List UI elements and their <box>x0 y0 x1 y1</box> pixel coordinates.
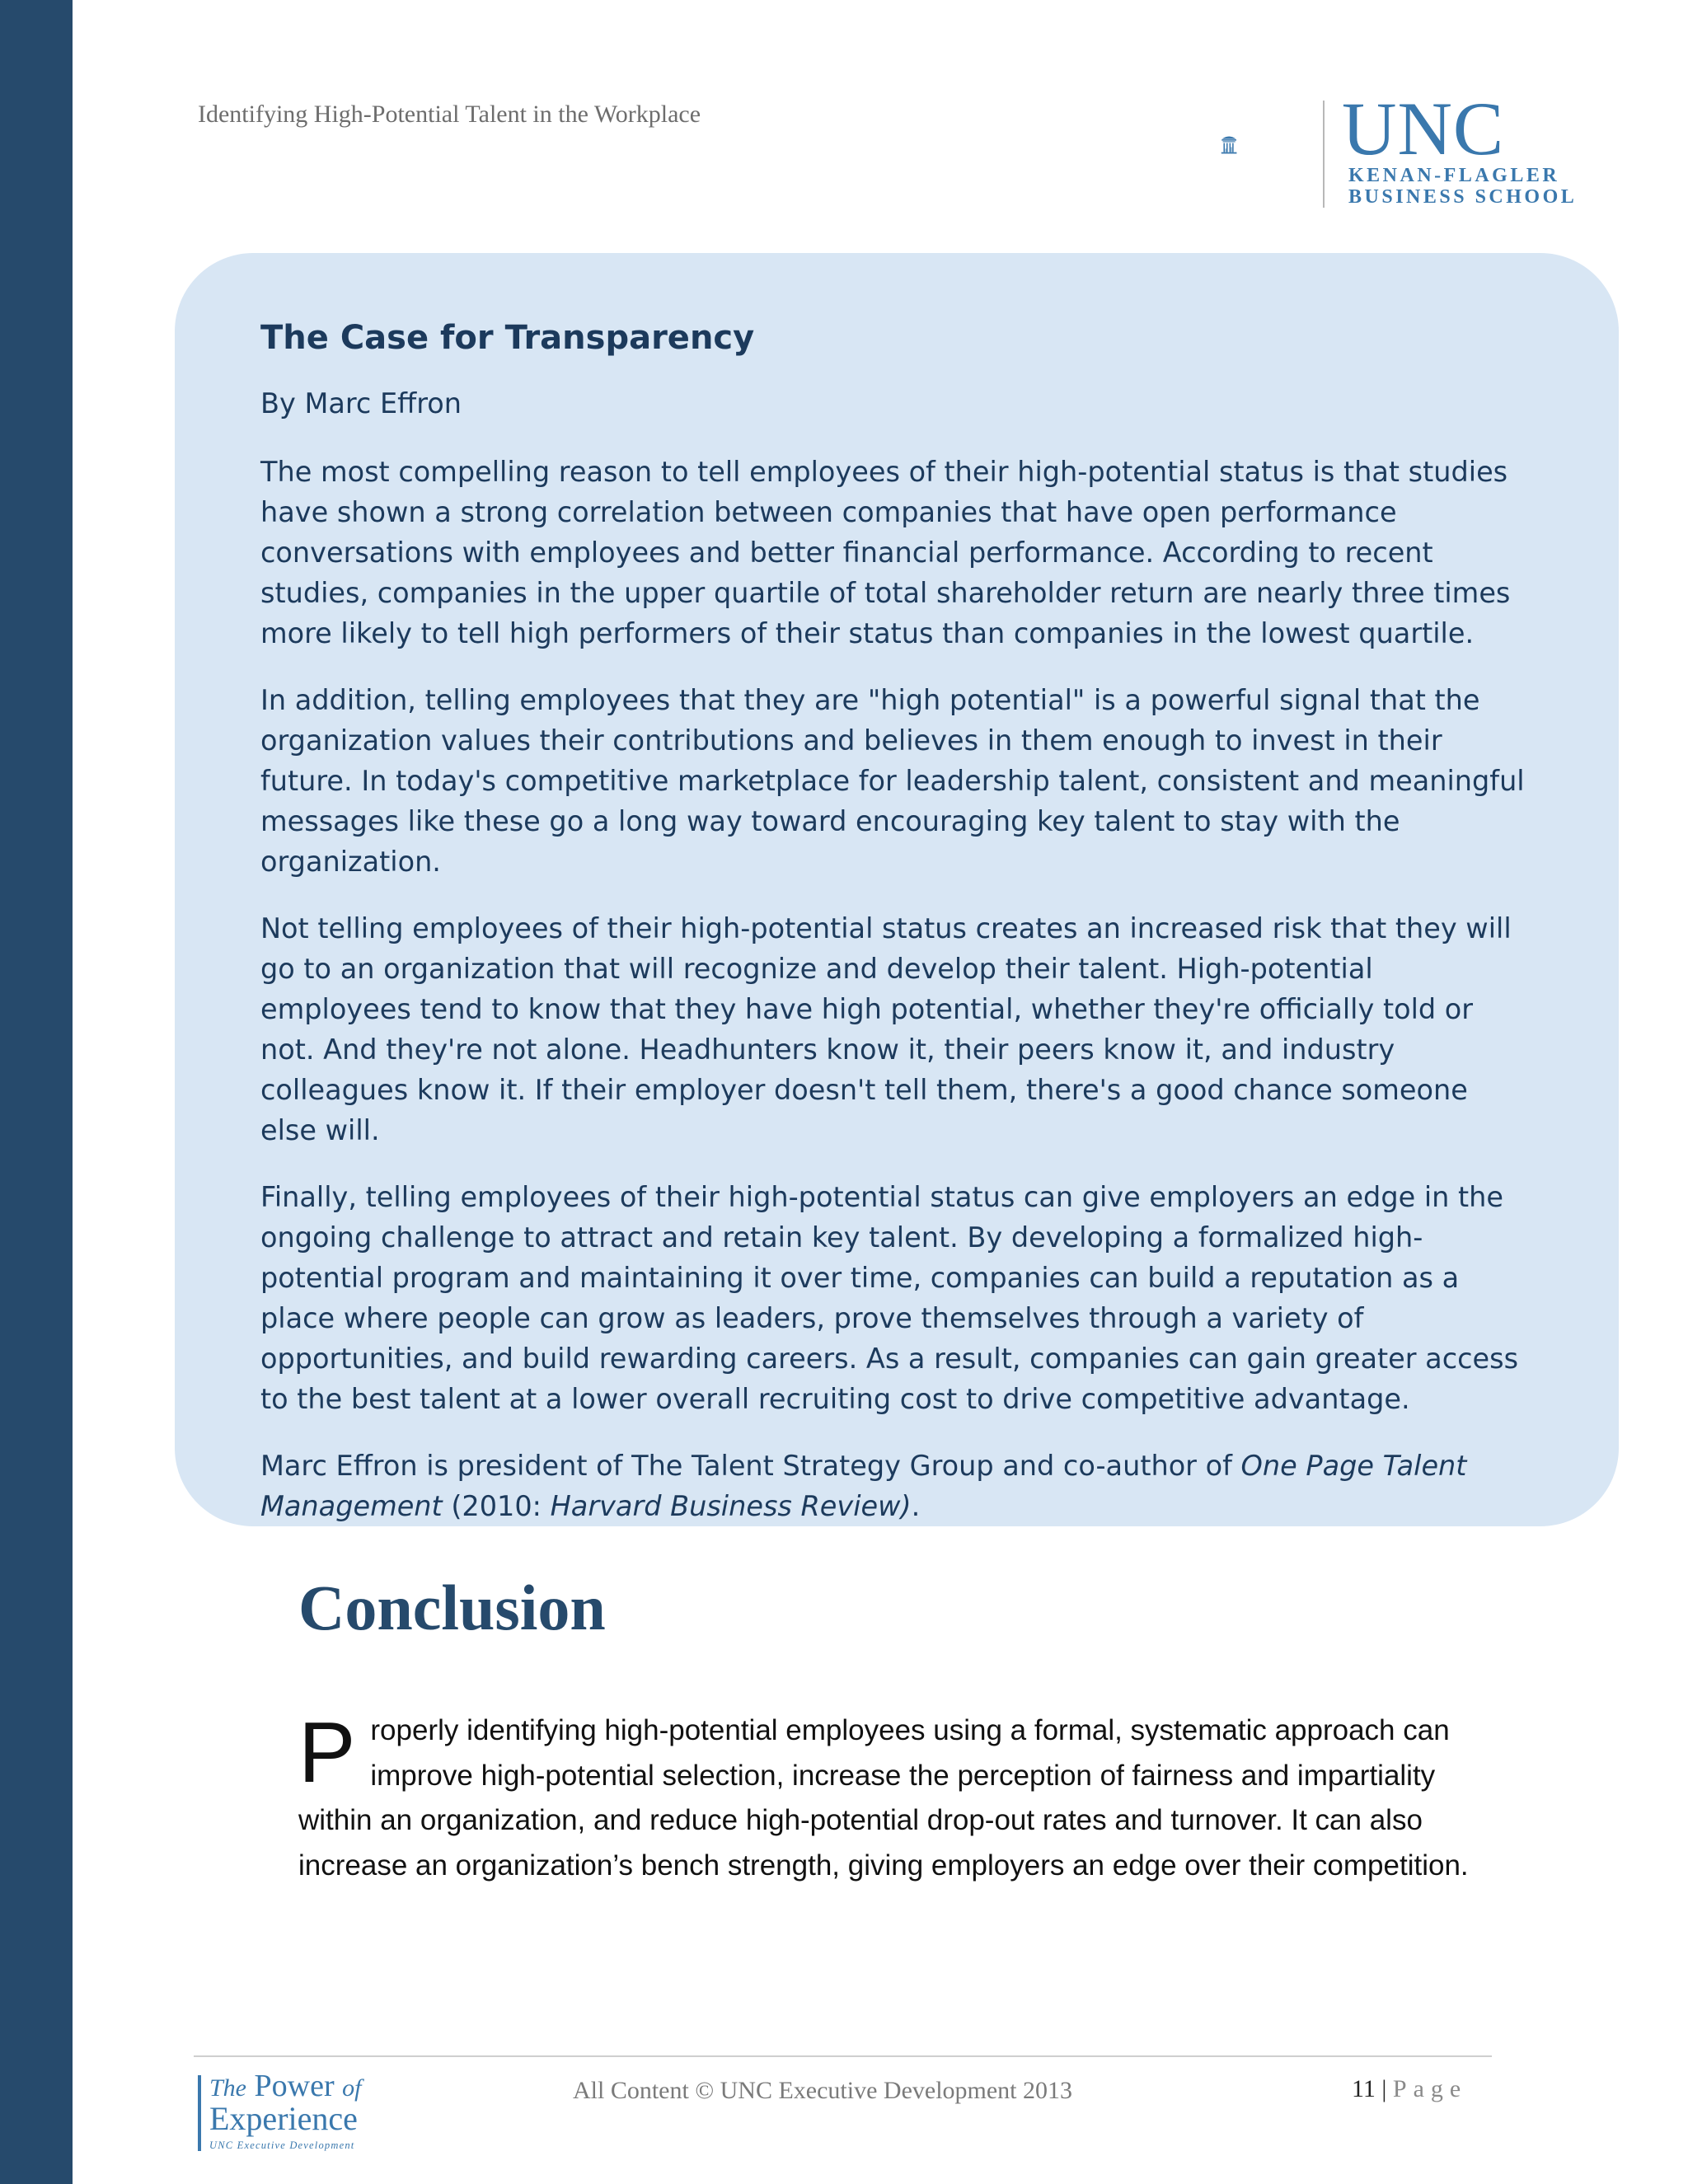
page-word: Page <box>1392 2075 1468 2102</box>
logo-subtitle-line1: KENAN-FLAGLER <box>1348 165 1560 186</box>
footer-page-number <box>1352 2075 1467 2103</box>
author-bio <box>260 1446 1530 1526</box>
logo-subtitle-line2: BUSINESS SCHOOL <box>1348 186 1578 208</box>
conclusion-heading: Conclusion <box>298 1572 606 1643</box>
footer-logo-of: of <box>342 2074 362 2102</box>
footer-logo-experience: Experience <box>209 2100 358 2137</box>
bio-book-title: One Page Talent Management <box>260 1450 1467 1522</box>
page-number: 11 <box>1352 2075 1376 2102</box>
bio-text: . <box>911 1490 921 1522</box>
logo-wordmark: UNC <box>1342 87 1505 171</box>
sidebar-paragraph: In addition, telling employees that they are "high potential" is a powerful signal that the organization values their contributions and believes in them enough to invest in their future. In today's competitive marketplace for leadership talent, consistent and meaningful messages like these go a long way toward encouraging key talent to stay with the organization. <box>260 684 1525 878</box>
bio-publisher: Harvard Business Review) <box>550 1490 912 1522</box>
drop-cap: P <box>298 1705 356 1801</box>
sidebar-content <box>260 317 1530 1553</box>
footer-rule <box>194 2055 1492 2057</box>
footer-logo-power-of <box>209 2070 361 2102</box>
footer-logo-bar <box>198 2075 201 2151</box>
left-accent-bar <box>0 0 73 2184</box>
sidebar-paragraph: Not telling employees of their high-potential status creates an increased risk that they will go to an organization that will recognize and develop their talent. High-potential employees tend to know that they have high potential, whether they're officially told or not. And they're not alone. Headhunters know it, their peers know it, and industry colleagues know it. If their employer doesn't tell them, there's a good chance someone else will. <box>260 912 1512 1146</box>
sidebar-byline: By Marc Effron <box>260 387 462 419</box>
old-well-icon <box>1220 97 1302 196</box>
sidebar-paragraph: Finally, telling employees of their high-potential status can give employers an edge in the ongoing challenge to attract and retain key talent. By developing a formalized high-potential program and maintaining it over time, companies can build a reputation as a place where people can grow as leaders, prove themselves through a variety of opportunities, and build rewarding careers. As a result, companies can gain greater access to the best talent at a lower overall recruiting cost to drive competitive advantage. <box>260 1181 1519 1415</box>
footer-logo-power: Power <box>254 2069 335 2103</box>
page-separator: | <box>1381 2075 1387 2102</box>
logo-subtitle <box>1348 165 1577 208</box>
conclusion-body <box>298 1705 1493 1888</box>
logo-divider <box>1323 101 1325 208</box>
footer-copyright: All Content © UNC Executive Development 2013 <box>573 2077 1073 2104</box>
running-header-title: Identifying High-Potential Talent in the Workplace <box>198 101 701 128</box>
footer-logo-the: The <box>209 2074 246 2102</box>
sidebar-title: The Case for Transparency <box>260 319 755 357</box>
conclusion-text: roperly identifying high-potential employees using a formal, systematic approach can improve high-potential selection, increase the perception of fairness and impartiality within an organization, and reduce high-potential drop-out rates and turnover. It can also increase an organization’s bench strength, giving employers an edge over their competition. <box>298 1714 1469 1882</box>
sidebar-paragraph: The most compelling reason to tell employees of their high-potential status is that studies have shown a strong correlation between companies that have open performance conversations with employees and better financial performance. According to recent studies, companies in the upper quartile of total shareholder return are nearly three times more likely to tell high performers of their status than companies in the lowest quartile. <box>260 456 1511 649</box>
bio-text: (2010: <box>442 1490 551 1522</box>
footer-logo-tagline: UNC Executive Development <box>209 2139 355 2151</box>
bio-text: Marc Effron is president of The Talent Strategy Group and co-author of <box>260 1450 1241 1482</box>
